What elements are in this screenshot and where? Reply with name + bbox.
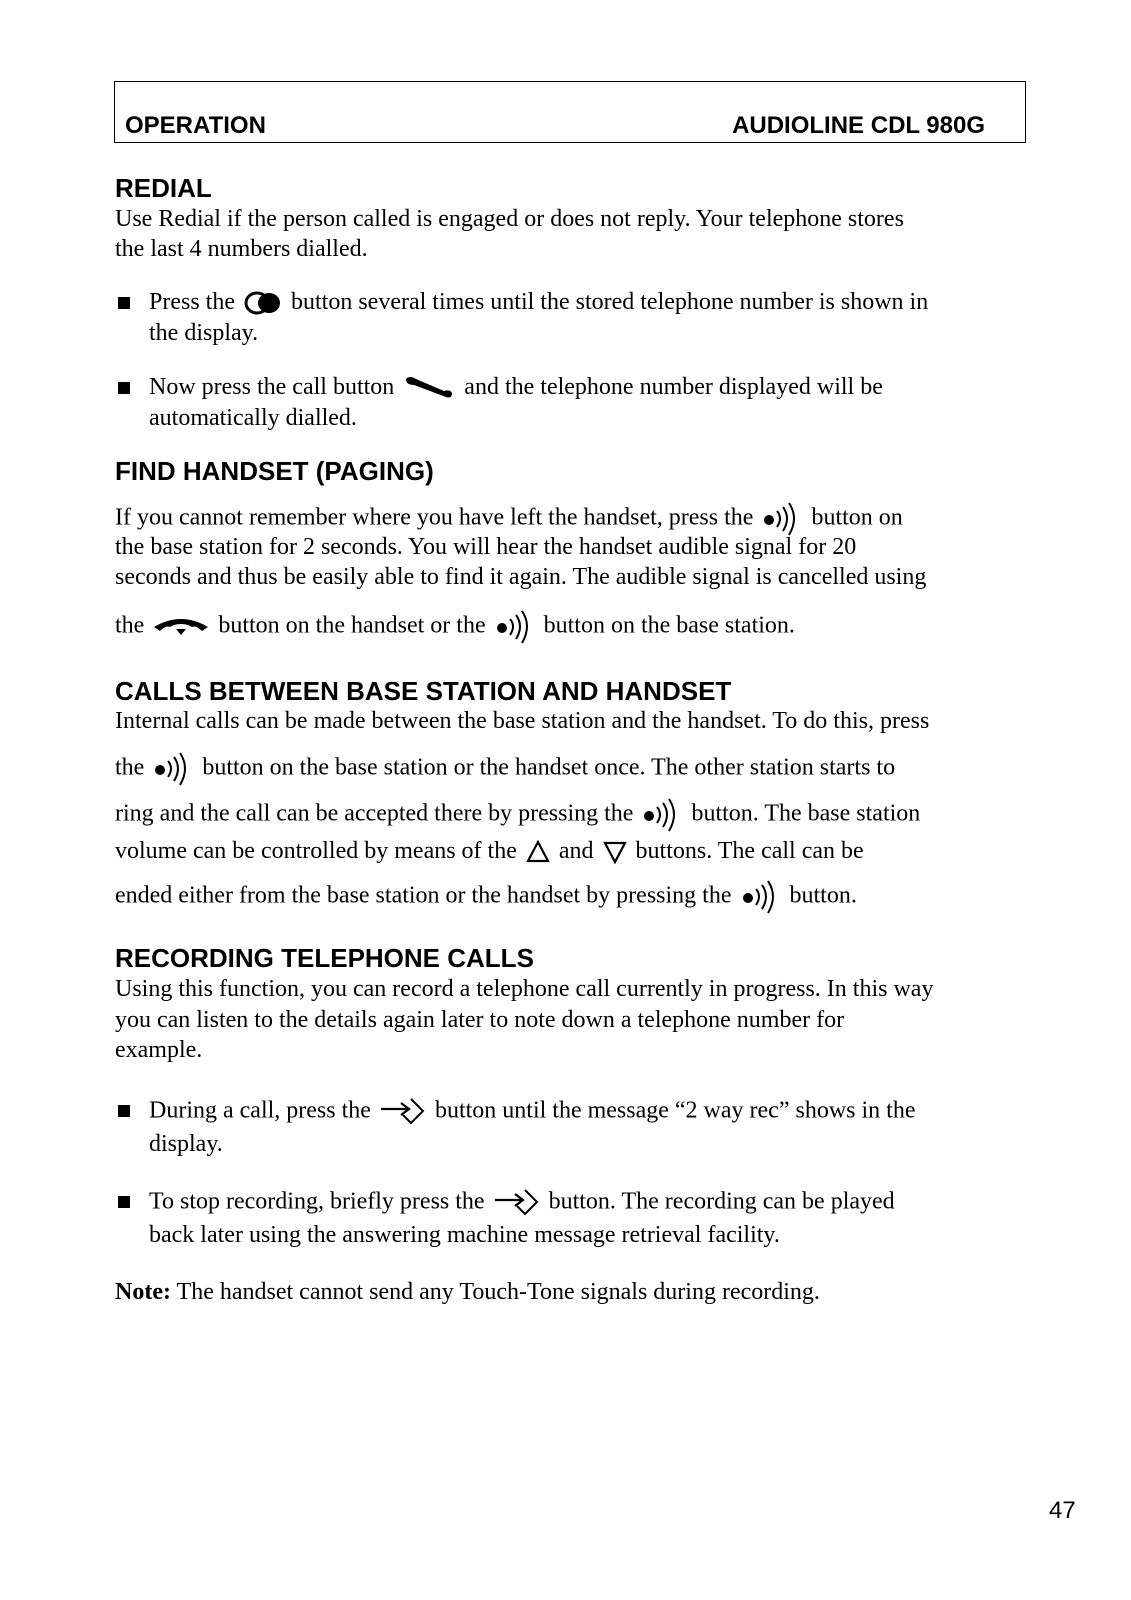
bullet-marker (118, 1105, 130, 1117)
internal-line4-post: buttons. The call can be (635, 838, 864, 864)
bullet-text-post: button. The recording can be played (548, 1188, 895, 1215)
bullet-text-line2: the display. (149, 320, 259, 346)
redial-icon (243, 289, 283, 317)
bullet-text-pre: Now press the call button (149, 374, 395, 400)
bullet-marker (118, 1196, 130, 1208)
paging-line4 (115, 610, 795, 644)
internal-line3-pre: ring and the call can be accepted there by pressing the (115, 800, 634, 827)
internal-line3-post: button. The base station (691, 800, 921, 827)
bullet-text-post: button several times until the stored telephone number is shown in (291, 289, 929, 315)
paging-icon (761, 502, 803, 536)
bullet-marker (118, 297, 130, 309)
paging-line3: seconds and thus be easily able to find it again. The audible signal is cancelled using (115, 564, 927, 590)
page-header (114, 81, 1026, 143)
record-arrow-icon (379, 1095, 427, 1129)
internal-line2 (115, 752, 895, 786)
recording-note (115, 1277, 820, 1308)
heading-find-handset: FIND HANDSET (PAGING) (115, 456, 434, 486)
redial-intro-line2: the last 4 numbers dialled. (115, 236, 368, 262)
internal-line2-pre: the (115, 754, 145, 781)
recording-line2: you can listen to the details again later to note down a telephone number for (115, 1007, 845, 1033)
paging-line4-pre: the (115, 612, 145, 639)
paging-line1 (115, 502, 903, 536)
volume-up-triangle-icon (525, 840, 551, 864)
volume-down-triangle-icon (602, 840, 628, 864)
internal-line4-mid: and (558, 838, 594, 864)
recording-line3: example. (115, 1037, 203, 1063)
paging-icon (152, 752, 194, 786)
paging-icon (494, 610, 536, 644)
internal-line5 (115, 880, 857, 914)
paging-line1-pre: If you cannot remember where you have left the handset, press the (115, 504, 754, 531)
recording-line1: Using this function, you can record a telephone call currently in progress. In this way (115, 976, 934, 1002)
heading-internal-calls: CALLS BETWEEN BASE STATION AND HANDSET (115, 676, 732, 706)
bullet-text-pre: Press the (149, 289, 235, 315)
paging-line1-post: button on (811, 504, 903, 531)
internal-line2-post: button on the base station or the handset once. The other station starts to (202, 754, 896, 781)
bullet-text-line2: display. (149, 1131, 223, 1157)
paging-line4-post: button on the base station. (543, 612, 795, 639)
model-name: AUDIOLINE CDL 980G (732, 112, 985, 139)
heading-redial: REDIAL (115, 173, 212, 203)
bullet-marker (118, 382, 130, 394)
bullet-text-post: and the telephone number displayed will be (464, 374, 883, 400)
bullet-text-pre: During a call, press the (149, 1097, 371, 1124)
bullet-text-post: button until the message “2 way rec” shows in the (434, 1097, 916, 1124)
redial-intro-line1: Use Redial if the person called is engaged or does not reply. Your telephone stores (115, 206, 904, 232)
call-handset-icon (402, 375, 456, 401)
internal-line1: Internal calls can be made between the base station and the handset. To do this, press (115, 708, 930, 734)
page-number: 47 (1049, 1497, 1076, 1524)
internal-line3 (115, 798, 920, 832)
note-label: Note: (115, 1279, 171, 1305)
bullet-text-pre: To stop recording, briefly press the (149, 1188, 485, 1215)
end-call-handset-icon (152, 615, 210, 639)
internal-line5-post: button. (789, 882, 857, 909)
bullet-text-line2: automatically dialled. (149, 405, 357, 431)
internal-line5-pre: ended either from the base station or the handset by pressing the (115, 882, 732, 909)
note-text: The handset cannot send any Touch-Tone signals during recording. (176, 1279, 820, 1305)
internal-line4 (115, 836, 864, 867)
internal-line4-pre: volume can be controlled by means of the (115, 838, 517, 864)
paging-icon (740, 880, 782, 914)
paging-line2: the base station for 2 seconds. You will hear the handset audible signal for 20 (115, 534, 857, 560)
bullet-text-line2: back later using the answering machine message retrieval facility. (149, 1222, 780, 1248)
record-arrow-icon (493, 1186, 541, 1220)
heading-recording: RECORDING TELEPHONE CALLS (115, 943, 534, 973)
paging-line4-mid: button on the handset or the (218, 612, 486, 639)
section-title: OPERATION (125, 112, 266, 139)
paging-icon (641, 798, 683, 832)
